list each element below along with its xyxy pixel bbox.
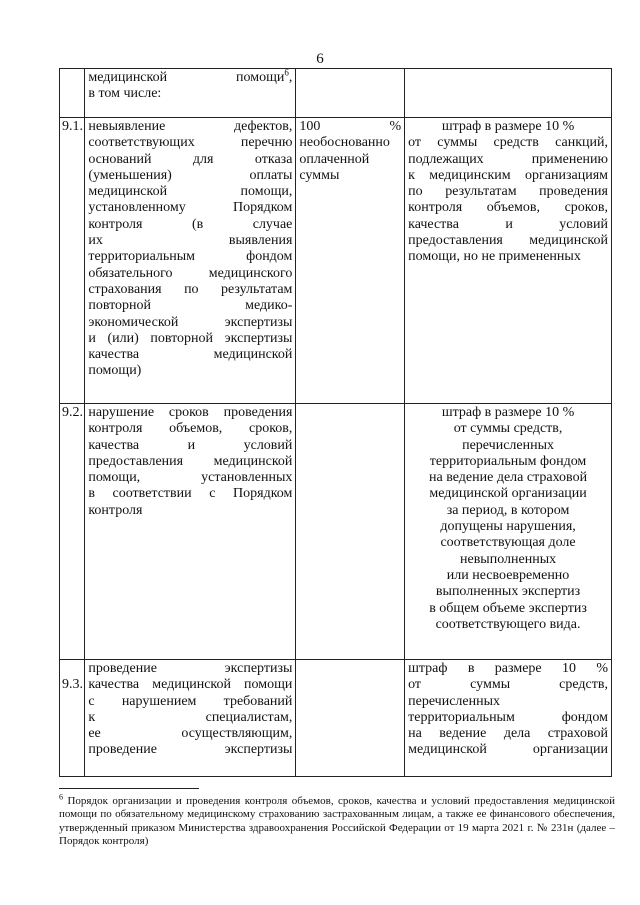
penalty-line: перечисленных <box>408 693 501 709</box>
penalty-line: соответствующего вида. <box>435 616 581 632</box>
penalty-line: допущены нарушения, <box>440 519 576 535</box>
sanction-size-cell <box>296 660 405 777</box>
penalty-line: качества и условий <box>408 216 608 232</box>
description-line: к специалистам, <box>88 709 293 725</box>
penalty-line: на ведение дела страховой <box>408 726 608 742</box>
description-line: качества медицинской <box>88 347 293 363</box>
description-line: медицинской помощи, <box>88 184 293 200</box>
penalty-line: помощи, но не примененных <box>408 249 581 265</box>
penalty-line: территориальным фондом <box>408 709 608 725</box>
description-line: с нарушением требований <box>88 693 293 709</box>
row-number-cell <box>60 660 85 777</box>
penalty-cell <box>405 660 612 777</box>
size-line: 100 % <box>299 119 402 134</box>
penalty-line: на ведение дела страховой <box>429 470 588 486</box>
sanctions-table <box>59 68 612 777</box>
description-line: и (или) повторной экспертизы <box>88 330 293 346</box>
description-line: предоставления медицинской <box>88 453 293 469</box>
description-line: в соответствии с Порядком <box>88 486 293 502</box>
footnote-mark: 6 <box>59 792 63 802</box>
description-line: контроля (в случае <box>88 216 293 232</box>
penalty-line: к медицинским организациям <box>408 167 608 183</box>
penalty-line: штраф в размере 10 % <box>441 405 575 420</box>
penalty-line: от суммы средств, <box>408 677 608 693</box>
row-number-cell: 9.1. <box>60 118 85 404</box>
penalty-line: контроля объемов, сроков, <box>408 200 608 216</box>
description-line: проведение экспертизы <box>88 742 293 758</box>
description-line: качества и условий <box>88 437 293 453</box>
description-line: страхования по результатам <box>88 281 293 297</box>
description-line: их выявления <box>88 233 293 249</box>
description-line: ее осуществляющим, <box>88 726 293 742</box>
row-number-cell: 9.2. <box>60 404 85 660</box>
table-row <box>60 404 612 660</box>
penalty-line: территориальным фондом <box>429 453 587 469</box>
penalty-cell <box>405 118 612 404</box>
penalty-line: штраф в размере 10 % <box>408 661 608 676</box>
description-line: (уменьшения) оплаты <box>88 167 293 183</box>
penalty-line: в общем объеме экспертиз <box>429 600 587 616</box>
description-line: оснований для отказа <box>88 151 293 167</box>
penalty-line: медицинской организации <box>429 486 587 502</box>
penalty-line: подлежащих применению <box>408 151 608 167</box>
violation-description-cell <box>85 118 296 404</box>
description-line: контроля объемов, сроков, <box>88 421 293 437</box>
violation-description-cell <box>85 404 296 660</box>
penalty-line: от суммы средств, <box>453 421 563 437</box>
description-line: в том числе: <box>88 86 162 102</box>
description-line: качества медицинской помощи <box>88 677 293 693</box>
footnote-divider <box>59 788 199 789</box>
violation-description-cell <box>85 69 296 118</box>
description-line: территориальным фондом <box>88 249 293 265</box>
penalty-line: медицинской организации <box>408 742 608 758</box>
table-row <box>60 660 612 777</box>
footnote <box>59 792 615 849</box>
description-line: повторной медико- <box>88 298 293 314</box>
description-line: нарушение сроков проведения <box>88 405 293 420</box>
footnote-reference: 6 <box>284 67 289 78</box>
penalty-line: за период, в котором <box>446 502 570 518</box>
description-line: обязательного медицинского <box>88 265 293 281</box>
description-line: медицинской помощи$^6$, <box>88 67 293 85</box>
size-line: суммы <box>299 167 340 183</box>
description-line: проведение экспертизы <box>88 661 293 676</box>
penalty-line: по результатам проведения <box>408 184 608 200</box>
penalty-cell <box>405 404 612 660</box>
description-line: невыявление дефектов, <box>88 119 293 134</box>
sanction-size-cell <box>296 118 405 404</box>
penalty-line: перечисленных <box>462 437 555 453</box>
penalty-line: от суммы средств санкций, <box>408 135 608 151</box>
size-line: оплаченной <box>299 151 370 167</box>
penalty-cell <box>405 69 612 118</box>
penalty-line: или несвоевременно <box>446 567 570 583</box>
footnote-text: Порядок организации и проведения контроля объемов, сроков, качества и условий предоставления медицинской помощи по обязательному медицинскому страхованию застрахованным лицам, а также ее финансового обеспечения, утвержденный приказом Министерства здравоохранения Российской Федерации от 19 марта 2021 г. № 231н (далее – Порядок контроля) <box>59 795 615 848</box>
penalty-line: выполненных экспертиз <box>435 584 581 600</box>
description-line: экономической экспертизы <box>88 314 293 330</box>
description-line: помощи, установленных <box>88 470 293 486</box>
description-line: помощи) <box>88 363 142 379</box>
row-number-cell <box>60 69 85 118</box>
description-line: контроля <box>88 502 143 518</box>
table-row <box>60 69 612 118</box>
size-line: необоснованно <box>299 135 390 151</box>
description-line: соответствующих перечню <box>88 135 293 151</box>
page-number: 6 <box>316 51 324 67</box>
table-row <box>60 118 612 404</box>
description-line: установленному Порядком <box>88 200 293 216</box>
penalty-line: соответствующая доле <box>440 535 576 551</box>
penalty-line: невыполненных <box>459 551 557 567</box>
sanction-size-cell <box>296 404 405 660</box>
penalty-line: штраф в размере 10 % <box>441 119 575 134</box>
penalty-line: предоставления медицинской <box>408 233 608 249</box>
row-number: 9.3. <box>62 677 83 692</box>
sanction-size-cell <box>296 69 405 118</box>
violation-description-cell <box>85 660 296 777</box>
